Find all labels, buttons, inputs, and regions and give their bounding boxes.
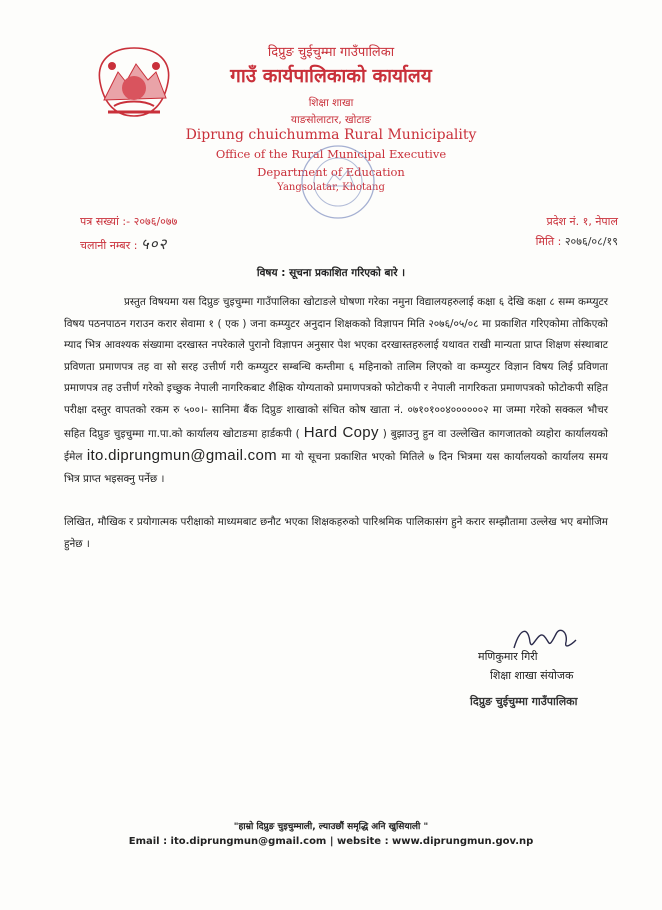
letter-number [80,214,177,229]
dispatch-number [80,234,167,254]
letter-number-value: २०७६/०७७ [133,215,178,228]
footer-motto: "हाम्रो दिप्रुङ चुइचुम्माली, ल्याउछौं समृद्धि अनि खुसियाली " [233,822,429,832]
date-value: २०७६/०८/१९ [564,235,618,248]
province: प्रदेश नं. १, नेपाल [546,215,618,228]
branch-name-np: शिक्षा शाखा [308,97,354,109]
address-en: Yangsolatar, Khotang [277,182,385,193]
dispatch-number-label: चलानी नम्बर : [80,239,138,252]
signatory-title: शिक्षा शाखा संयोजक [490,669,574,682]
letter-number-label: पत्र सख्यां :- [80,215,131,228]
email-address[interactable]: ito.diprungmun@gmail.com [86,447,277,465]
municipality-name-en: Diprung chuichumma Rural Municipality [185,127,477,143]
paragraph-1 [64,292,608,490]
department-en: Department of Education [257,165,405,179]
signatory-office: दिप्रुङ चुईचुम्मा गाउँपालिका [470,695,578,708]
paragraph-1-part-c: मा यो सूचना प्रकाशित भएको मितिले ७ दिन भित्रमा यस कार्यालयको कार्यालय समय भित्र प्राप्त भइसक्नु पर्नेछ । [64,451,608,485]
municipality-name-np: दिप्रुङ चुईचुम्मा गाउँपालिका [267,45,395,60]
date-label: मिति : [535,235,562,248]
notice-body [64,292,608,556]
paragraph-1-part-b: ) बुझाउनु हुन वा उल्लेखित कागजातको व्यहोरा कार्यालयको ईमेल [64,427,608,464]
letter-date [536,234,618,249]
dispatch-number-value: ५०२ [140,235,168,253]
office-name-np: गाउँ कार्यपालिकाको कार्यालय [230,65,432,87]
paragraph-1-part-a: प्रस्तुत विषयमा यस दिप्रुङ चुइचुम्मा गाउँपालिका खोटाङले घोषणा गरेका नमुना विद्यालयहरुलाई कक्षा ६ देखि कक्षा ८ सम्म कम्प्युटर विषय पठनपाठन गराउन करार सेवामा १ ( एक ) जना कम्प्युटर अनुदान शिक्षकको विज्ञापन मिति २०७६/०५/०८ मा प्रकाशित गरिएकोमा तोकिएको म्याद भित्र आवश्यक संख्यामा दरखास्त नपरेकाले पुरानो विज्ञापन अनुसार पेश भएका दरखास्तहरुलाई यथावत राखी मान्यता प्राप्त शिक्षण संस्थाबाट प्रविणता प्रमाणपत्र तह वा सो सरह उत्तीर्ण गरी कम्प्युटर सम्बन्धि कम्तीमा ६ महिनाको तालिम लिएको वा कम्प्युटर विज्ञान विषय लिई प्रविणता प्रमाणपत्र तह उत्तीर्ण गरेको इच्छुक नेपाली नागरिकबाट शैक्षिक योग्यताको प्रमाणपत्रको फोटोकपी र नेपाली नागरिकता प्रमाणपत्रको फोटोकपी सहित परीक्षा दस्तुर वापतको रकम रु ५००।- सानिमा बैंक दिप्रुङ शाखाको संचित कोष खाता नं. ०७१०१००४००००००२ मा जम्मा गरेको सक्कल भौचर सहित दिप्रुङ चुइचुम्मा गा.पा.को कार्यालय खोटाङमा हार्डकपी ( [64,296,608,440]
subject-line: विषय : सूचना प्रकाशित गरिएको बारे । [256,267,406,279]
signatory-name: मणिकुमार गिरी [478,650,538,663]
paragraph-2: लिखित, मौखिक र प्रयोगात्मक परीक्षाको माध्यमबाट छनौट भएका शिक्षकहरुको पारिश्रमिक पालिकासंग हुने करार सम्झौतामा उल्लेख भए बमोजिम हुनेछ । [64,516,608,550]
footer-contact: Email : ito.diprungmun@gmail.com | website : www.diprungmun.gov.np [128,836,534,847]
office-name-en: Office of the Rural Municipal Executive [215,147,447,161]
address-np: याङसोलाटार, खोटाङ [290,114,372,126]
office-stamp [298,142,378,222]
hard-copy-text: Hard Copy [303,423,379,441]
